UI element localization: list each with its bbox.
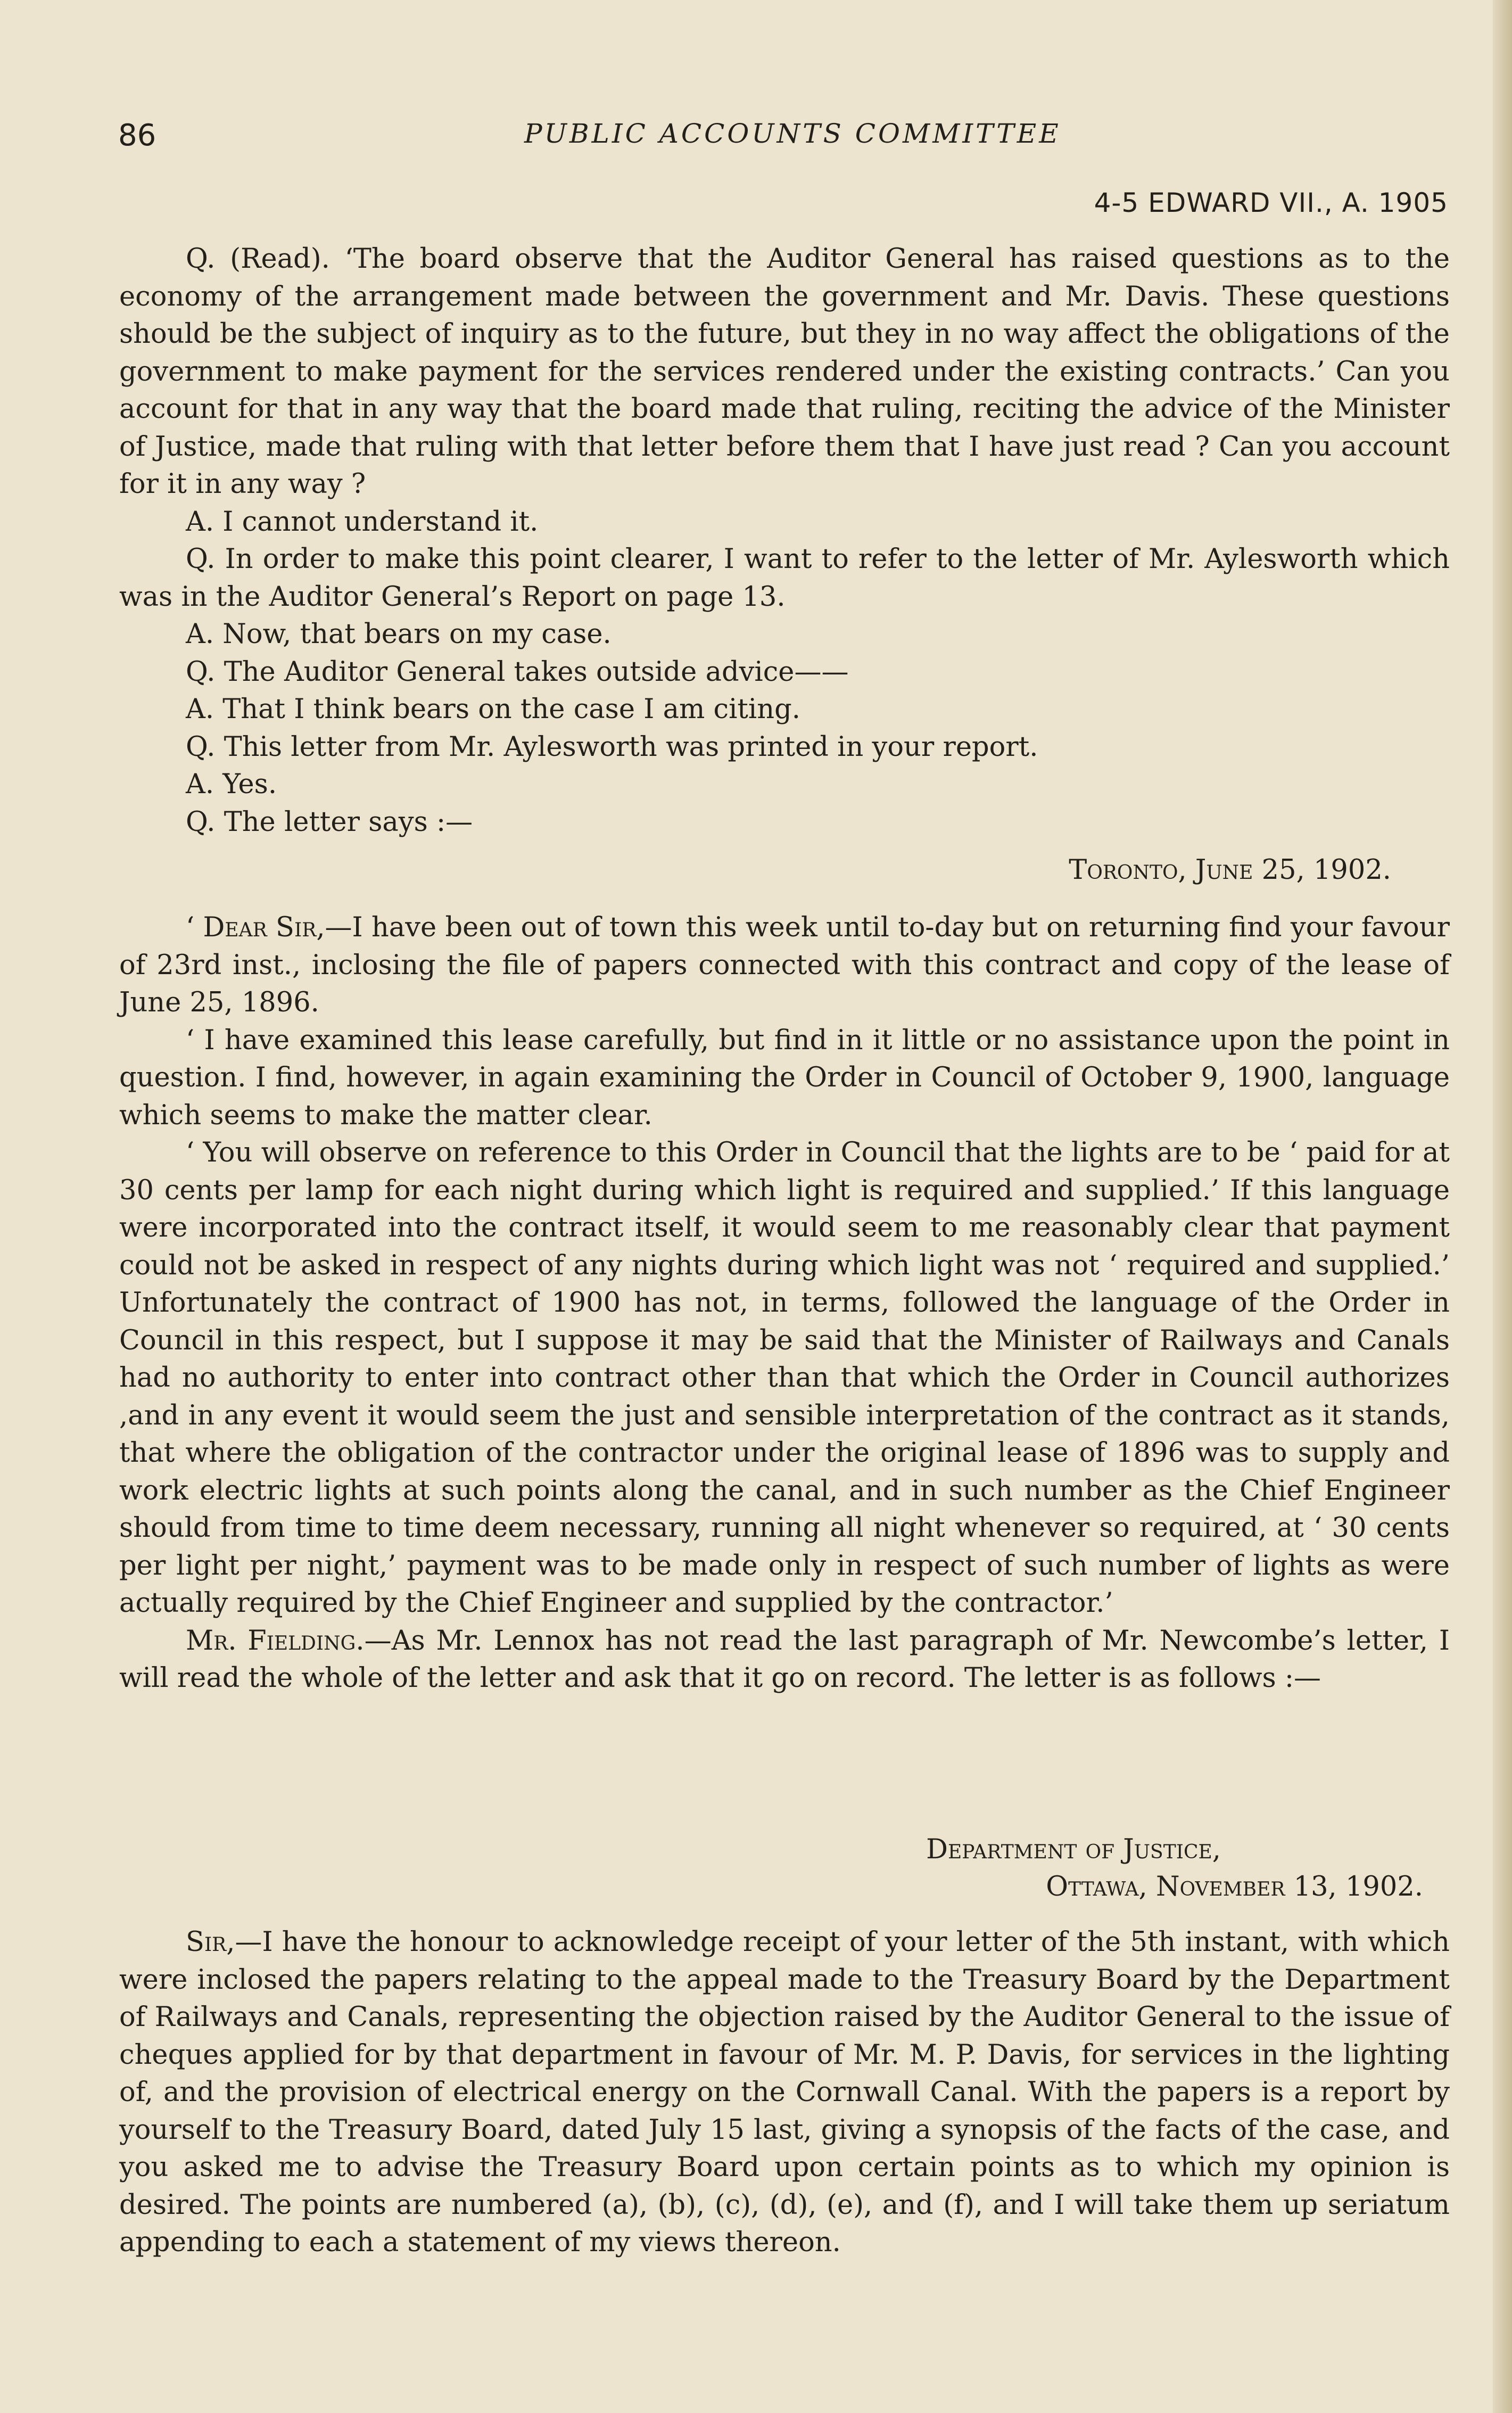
question-line: Q. The letter says :— [186,806,473,838]
body-text-lower [119,1924,1450,2262]
letter-paragraph: ‘ I have examined this lease carefully, but find in it little or no assistance upon the point in question. I find, however, in again examining the Order in Council of October 9, 1900, language which seems to make the matter clear. [119,1024,1450,1131]
question-line: Q. This letter from Mr. Aylesworth was printed in your report. [186,731,1038,763]
letter-paragraph: ‘ Dear Sir,—I have been out of town this week until to-day but on returning find your favour of 23rd inst., inclosing the file of papers connected with this contract and copy of the lease of June 25, 1896. [119,912,1450,1018]
salutation: ‘ Dear Sir, [186,912,325,943]
sir-salutation: Sir, [186,1926,235,1958]
page-number: 86 [118,118,156,153]
question-line: Q. The Auditor General takes outside advice—— [186,656,849,688]
question-paragraph: Q. In order to make this point clearer, I want to refer to the letter of Mr. Aylesworth which was in the Auditor General’s Report on page 13. [119,543,1450,613]
letter-paragraph: ‘ You will observe on reference to this Order in Council that the lights are to be ‘ paid for at 30 cents per lamp for each night during which light is required and supplied.’ If this language were incorporated into the contract itself, it would seem to me reasonably clear that payment could not be asked in respect of any nights during which light was not ‘ required and supplied.’ Unfortunately the contract of 1900 has not, in terms, followed the language of the Order in Council in this respect, but I suppose it may be said that the Minister of Railways and Canals had no authority to enter into contract other than that which the Order in Council authorizes ,and in any event it would seem the just and sensible interpretation of the contract as it stands, that where the obligation of the contractor under the original lease of 1896 was to supply and work electric lights at such points along the canal, and in such number as the Chief Engineer should from time to time deem necessary, running all night whenever so required, at ‘ 30 cents per light per night,’ payment was to be made only in respect of such number of lights as were actually required by the Chief Engineer and supplied by the contractor.’ [119,1137,1450,1619]
body-text-upper [119,241,1450,841]
speaker-paragraph: Mr. Fielding.—As Mr. Lennox has not read the last paragraph of Mr. Newcombe’s letter, I will read the whole of the letter and ask that it go on record. The letter is as follows :— [119,1625,1450,1694]
answer-line: A. Yes. [186,769,277,800]
letter-paragraph: Sir,—I have the honour to acknowledge receipt of your letter of the 5th instant, with which were inclosed the papers relating to the appeal made to the Treasury Board by the Department of Railways and Canals, representing the objection raised by the Auditor General to the issue of cheques applied for by that department in favour of Mr. M. P. Davis, for services in the lighting of, and the provision of electrical energy on the Cornwall Canal. With the papers is a report by yourself to the Treasury Board, dated July 15 last, giving a synopsis of the facts of the case, and you asked me to advise the Treasury Board upon certain points as to which my opinion is desired. The points are numbered (a), (b), (c), (d), (e), and (f), and I will take them up seriatum appending to each a statement of my views thereon. [119,1926,1450,2258]
regnal-year: 4-5 EDWARD VII., A. 1905 [1094,187,1448,218]
answer-line: A. That I think bears on the case I am citing. [186,694,800,725]
dateline-toronto: Toronto, June 25, 1902. [1069,854,1391,886]
running-title: PUBLIC ACCOUNTS COMMITTEE [524,118,1061,149]
speaker-name: Mr. Fielding. [186,1625,365,1657]
body-text-middle [119,909,1450,1698]
dept-heading: Department of Justice, [926,1834,1221,1865]
page-edge [1493,0,1512,2413]
question-paragraph: Q. (Read). ‘The board observe that the Auditor General has raised questions as to the economy of the arrangement made between the government and Mr. Davis. These questions should be the subject of inquiry as to the future, but they in no way affect the obligations of the government to make payment for the services rendered under the existing contracts.’ Can you account for that in any way that the board made that ruling, reciting the advice of the Minister of Justice, made that ruling with that letter before them that I have just read ? Can you account for it in any way ? [119,243,1450,500]
answer-line: A. Now, that bears on my case. [186,619,612,650]
dateline-ottawa: Ottawa, November 13, 1902. [1046,1871,1423,1903]
answer-line: A. I cannot understand it. [186,506,539,538]
